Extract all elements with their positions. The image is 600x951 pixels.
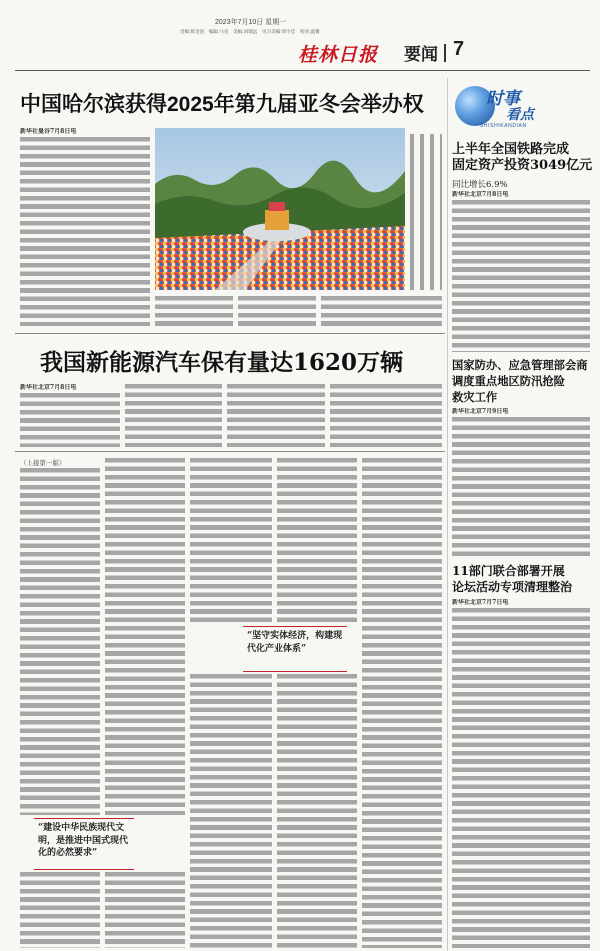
nev-body-column — [125, 384, 222, 447]
lead-dateline: 新华社曼谷7月8日电 — [20, 128, 77, 135]
lead-body-column — [20, 137, 150, 326]
nev-body-column — [227, 384, 325, 447]
continued-body-column — [190, 458, 272, 623]
lead-headline: 中国哈尔滨获得2025年第九届亚冬会举办权 — [20, 93, 424, 116]
sidebar-separator — [447, 78, 448, 951]
headline-line: 上半年全国铁路完成 — [452, 142, 570, 157]
lead-body-column — [238, 296, 316, 326]
headline-line: 救灾工作 — [452, 390, 498, 404]
continued-body-column — [20, 468, 100, 815]
section-rule — [15, 333, 445, 334]
headline-line: 国家防办、应急管理部会商 — [452, 358, 588, 372]
sidebar-dateline-railway: 新华社北京7月8日电 — [452, 191, 509, 198]
lead-body-column — [321, 296, 442, 326]
lead-photo-image — [155, 128, 405, 290]
header-divider — [444, 44, 446, 62]
section-title: 要闻 — [404, 45, 438, 64]
photo-caption-vertical — [410, 134, 442, 290]
nev-body-column — [330, 384, 442, 447]
nev-dateline: 新华社北京7月8日电 — [20, 384, 77, 391]
headline-line: 论坛活动专项清理整治 — [452, 580, 573, 594]
sidebar-brand-pinyin: SHISHIKANDIAN — [480, 123, 527, 129]
page-number: 7 — [453, 38, 465, 60]
sidebar-headline-flood — [452, 357, 590, 405]
pull-quote-civilization: “建设中华民族现代文明，是推进中国式现代化的必然要求” — [34, 818, 134, 870]
sidebar-dateline-flood: 新华社北京7月9日电 — [452, 408, 509, 415]
sidebar-headline-railway — [452, 142, 593, 174]
sidebar-body-forum — [452, 608, 590, 948]
sidebar-body-flood — [452, 417, 590, 556]
lead-photo — [155, 128, 405, 290]
continued-body-column — [277, 674, 357, 948]
sidebar-brand-subtitle: 看点 — [506, 107, 534, 123]
pull-quote-real-economy: “坚守实体经济，构建现代化产业体系” — [243, 626, 347, 672]
staff-credits: 责编:陈金国 编辑:马克 美编:刘瑞远 见习美编:周宇佳 校对:温馨 — [180, 29, 320, 34]
continued-body-column — [362, 458, 442, 948]
headline-line: 固定资产投资3049亿元 — [452, 158, 593, 173]
continued-body-column — [105, 458, 185, 815]
sidebar-body-railway — [452, 200, 590, 352]
sidebar-brand-title: 时事 — [486, 89, 520, 109]
headline-line: 11部门联合部署开展 — [452, 564, 565, 578]
newspaper-logo: 桂林日报 — [298, 44, 379, 66]
sidebar-subhead-railway: 同比增长6.9% — [452, 180, 508, 190]
continued-from-label: （上接第一版） — [20, 459, 66, 467]
headline-line: 调度重点地区防汛抢险 — [452, 374, 565, 388]
sidebar-dateline-forum: 新华社北京7月7日电 — [452, 599, 509, 606]
nev-body-column — [20, 393, 120, 447]
issue-date: 2023年7月10日 星期一 — [215, 19, 287, 26]
continued-body-column — [277, 458, 357, 623]
section-rule — [15, 451, 445, 452]
continued-body-column — [20, 872, 100, 948]
sidebar-headline-forum — [452, 563, 590, 595]
header-rule — [15, 70, 590, 71]
nev-headline: 我国新能源汽车保有量达1620万辆 — [40, 349, 404, 376]
continued-body-column — [105, 872, 185, 948]
lead-body-column — [155, 296, 233, 326]
continued-body-column — [190, 674, 272, 948]
